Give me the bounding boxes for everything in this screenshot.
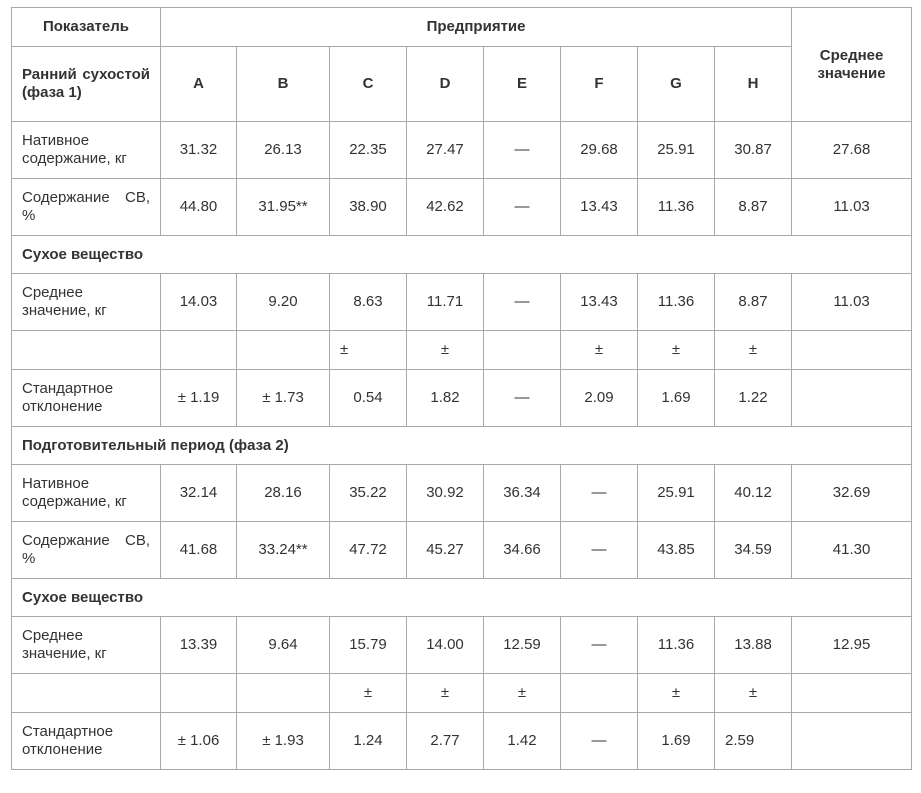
avg-cell	[792, 331, 912, 370]
cell: ±	[638, 331, 715, 370]
cell: 9.20	[237, 274, 330, 331]
col-f: F	[561, 47, 638, 122]
section-row	[12, 236, 912, 274]
cell: 2.09	[561, 370, 638, 427]
cell	[484, 331, 561, 370]
col-g: G	[638, 47, 715, 122]
cell	[161, 674, 237, 713]
cell: 42.62	[407, 179, 484, 236]
cell	[161, 331, 237, 370]
section-title: Подготовительный период (фаза 2)	[12, 427, 912, 465]
cell: 2.59	[715, 713, 792, 770]
cell: 28.16	[237, 465, 330, 522]
row-label: Нативное содержание, кг	[12, 465, 161, 522]
table-row	[12, 274, 912, 331]
cell: —	[484, 370, 561, 427]
cell: 44.80	[161, 179, 237, 236]
subheader-row	[12, 47, 912, 122]
cell: ±	[715, 674, 792, 713]
table-row	[12, 617, 912, 674]
phase1-header: Ранний сухостой (фаза 1)	[12, 47, 161, 122]
row-label: Стандартное отклонение	[12, 713, 161, 770]
avg-cell: 32.69	[792, 465, 912, 522]
cell: 36.34	[484, 465, 561, 522]
cell: 43.85	[638, 522, 715, 579]
section-row	[12, 427, 912, 465]
cell: 31.32	[161, 122, 237, 179]
cell: 38.90	[330, 179, 407, 236]
cell	[561, 674, 638, 713]
row-label: Среднее значение, кг	[12, 274, 161, 331]
cell: ±	[407, 674, 484, 713]
cell: ±	[715, 331, 792, 370]
row-label	[12, 331, 161, 370]
cell: 11.36	[638, 274, 715, 331]
table-row	[12, 331, 912, 370]
avg-cell	[792, 370, 912, 427]
table-row	[12, 674, 912, 713]
section-title: Сухое вещество	[12, 579, 912, 617]
table-row	[12, 522, 912, 579]
cell: 45.27	[407, 522, 484, 579]
avg-cell: 41.30	[792, 522, 912, 579]
cell: ± 1.93	[237, 713, 330, 770]
cell: 31.95**	[237, 179, 330, 236]
cell: ± 1.73	[237, 370, 330, 427]
cell: 12.59	[484, 617, 561, 674]
cell: 13.88	[715, 617, 792, 674]
cell: ± 1.06	[161, 713, 237, 770]
cell: 32.14	[161, 465, 237, 522]
avg-cell: 11.03	[792, 179, 912, 236]
cell: 1.69	[638, 370, 715, 427]
table-row	[12, 713, 912, 770]
cell: —	[484, 274, 561, 331]
cell: 29.68	[561, 122, 638, 179]
cell: 27.47	[407, 122, 484, 179]
cell: ± 1.19	[161, 370, 237, 427]
cell: 1.24	[330, 713, 407, 770]
cell: 13.43	[561, 274, 638, 331]
avg-cell	[792, 674, 912, 713]
avg-cell: 11.03	[792, 274, 912, 331]
header-row	[12, 8, 912, 47]
cell: 11.36	[638, 617, 715, 674]
row-label	[12, 674, 161, 713]
cell	[237, 674, 330, 713]
col-e: E	[484, 47, 561, 122]
cell	[237, 331, 330, 370]
cell: 0.54	[330, 370, 407, 427]
col-h: H	[715, 47, 792, 122]
cell: ±	[484, 674, 561, 713]
cell: 13.43	[561, 179, 638, 236]
cell: 2.77	[407, 713, 484, 770]
section-title: Сухое вещество	[12, 236, 912, 274]
table-row	[12, 465, 912, 522]
cell: 30.92	[407, 465, 484, 522]
row-label: Содержание СВ, %	[12, 179, 161, 236]
cell: 34.59	[715, 522, 792, 579]
cell: 14.03	[161, 274, 237, 331]
cell: —	[561, 465, 638, 522]
table-row	[12, 122, 912, 179]
cell: 41.68	[161, 522, 237, 579]
cell: 13.39	[161, 617, 237, 674]
row-label: Среднее значение, кг	[12, 617, 161, 674]
cell: 25.91	[638, 465, 715, 522]
row-label: Содержание СВ, %	[12, 522, 161, 579]
cell: —	[561, 617, 638, 674]
col-d: D	[407, 47, 484, 122]
cell: 14.00	[407, 617, 484, 674]
row-label: Нативное содержание, кг	[12, 122, 161, 179]
cell: ±	[561, 331, 638, 370]
table-row	[12, 179, 912, 236]
cell: 15.79	[330, 617, 407, 674]
average-header: Среднее значение	[792, 8, 912, 122]
avg-cell: 12.95	[792, 617, 912, 674]
section-row	[12, 579, 912, 617]
col-c: C	[330, 47, 407, 122]
cell: 40.12	[715, 465, 792, 522]
cell: 1.22	[715, 370, 792, 427]
cell: —	[561, 522, 638, 579]
col-a: A	[161, 47, 237, 122]
enterprise-header: Предприятие	[161, 8, 792, 47]
cell: ±	[330, 331, 407, 370]
cell: 47.72	[330, 522, 407, 579]
table-row	[12, 370, 912, 427]
cell: —	[484, 122, 561, 179]
avg-cell	[792, 713, 912, 770]
data-table	[11, 7, 912, 770]
cell: ±	[638, 674, 715, 713]
cell: 22.35	[330, 122, 407, 179]
col-b: B	[237, 47, 330, 122]
cell: 8.87	[715, 179, 792, 236]
cell: 11.71	[407, 274, 484, 331]
cell: 9.64	[237, 617, 330, 674]
cell: ±	[330, 674, 407, 713]
cell: —	[561, 713, 638, 770]
indicator-header: Показатель	[12, 8, 161, 47]
cell: 8.87	[715, 274, 792, 331]
cell: 30.87	[715, 122, 792, 179]
cell: 34.66	[484, 522, 561, 579]
cell: 1.82	[407, 370, 484, 427]
cell: —	[484, 179, 561, 236]
cell: 1.69	[638, 713, 715, 770]
row-label: Стандартное отклонение	[12, 370, 161, 427]
cell: 11.36	[638, 179, 715, 236]
cell: 35.22	[330, 465, 407, 522]
cell: 25.91	[638, 122, 715, 179]
cell: 26.13	[237, 122, 330, 179]
cell: 1.42	[484, 713, 561, 770]
cell: 8.63	[330, 274, 407, 331]
cell: ±	[407, 331, 484, 370]
cell: 33.24**	[237, 522, 330, 579]
avg-cell: 27.68	[792, 122, 912, 179]
